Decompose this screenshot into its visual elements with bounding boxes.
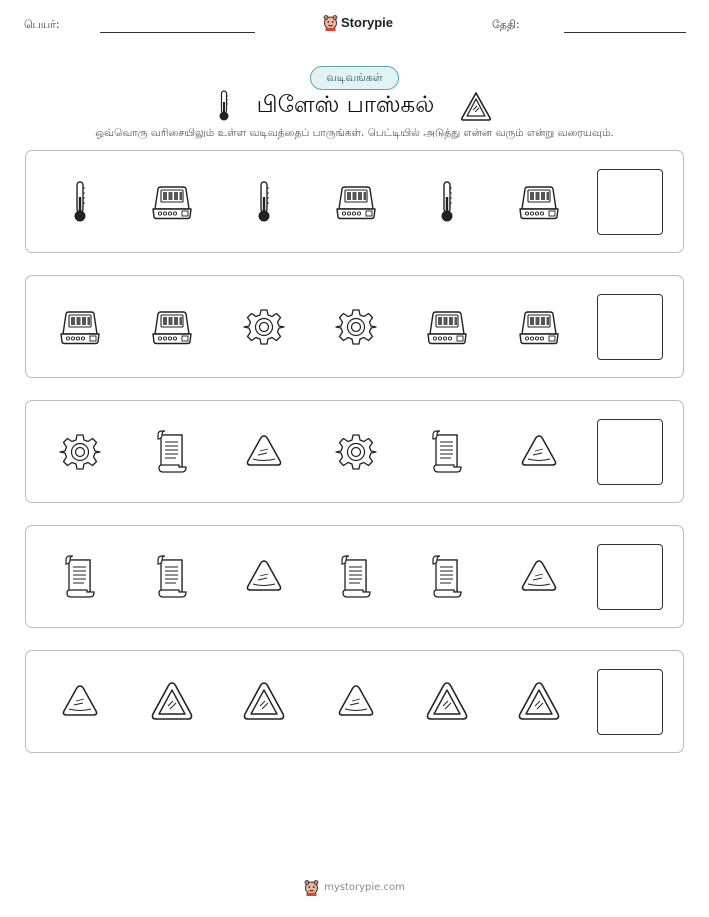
- warning-icon: [149, 679, 195, 725]
- date-line[interactable]: [564, 32, 686, 33]
- scroll-icon: [333, 554, 379, 600]
- cone-icon: [516, 429, 562, 475]
- cone-icon: [516, 554, 562, 600]
- scroll-icon: [57, 554, 103, 600]
- calculator-icon: [424, 304, 470, 350]
- storypie-mascot-icon: [323, 14, 338, 31]
- calculator-icon: [516, 304, 562, 350]
- calculator-icon: [333, 179, 379, 225]
- scroll-icon: [424, 554, 470, 600]
- pattern-row: [25, 650, 684, 753]
- thermometer-icon: [217, 90, 231, 122]
- pattern-row: [25, 150, 684, 253]
- cone-icon: [57, 679, 103, 725]
- warning-icon: [424, 679, 470, 725]
- answer-box[interactable]: [597, 419, 663, 485]
- answer-box[interactable]: [597, 169, 663, 235]
- warning-triangle-icon: [460, 91, 492, 121]
- answer-box[interactable]: [597, 669, 663, 735]
- calculator-icon: [57, 304, 103, 350]
- pattern-row: [25, 400, 684, 503]
- gear-icon: [241, 304, 287, 350]
- answer-box[interactable]: [597, 544, 663, 610]
- date-label: தேதி:: [492, 18, 520, 31]
- cone-icon: [241, 554, 287, 600]
- scroll-icon: [149, 429, 195, 475]
- warning-icon: [516, 679, 562, 725]
- thermometer-icon: [241, 179, 287, 225]
- title-row: [0, 88, 709, 124]
- logo-text: Storypie: [341, 15, 394, 30]
- gear-icon: [57, 429, 103, 475]
- footer-url: mystorypie.com: [324, 882, 405, 893]
- name-line[interactable]: [100, 32, 255, 33]
- gear-icon: [333, 429, 379, 475]
- calculator-icon: [516, 179, 562, 225]
- storypie-logo: [323, 14, 393, 31]
- category-badge: வடிவங்கள்: [310, 66, 399, 90]
- calculator-icon: [149, 304, 195, 350]
- gear-icon: [333, 304, 379, 350]
- pattern-row: [25, 275, 684, 378]
- thermometer-icon: [57, 179, 103, 225]
- cone-icon: [241, 429, 287, 475]
- footer: [0, 879, 709, 896]
- name-label: பெயர்:: [24, 18, 60, 31]
- warning-icon: [241, 679, 287, 725]
- cone-icon: [333, 679, 379, 725]
- worksheet-header: [0, 12, 709, 40]
- answer-box[interactable]: [597, 294, 663, 360]
- pattern-row: [25, 525, 684, 628]
- thermometer-icon: [424, 179, 470, 225]
- scroll-icon: [424, 429, 470, 475]
- calculator-icon: [149, 179, 195, 225]
- storypie-mascot-icon: [304, 879, 319, 896]
- page-title: பிளேஸ் பாஸ்கல்: [256, 91, 435, 118]
- instructions: ஒவ்வொரு வரிசையிலும் உள்ள வடிவத்தைப் பாருங்கள். பெட்டியில் அடுத்து என்ன வரும் என்று வரையவும்.: [95, 127, 614, 139]
- scroll-icon: [149, 554, 195, 600]
